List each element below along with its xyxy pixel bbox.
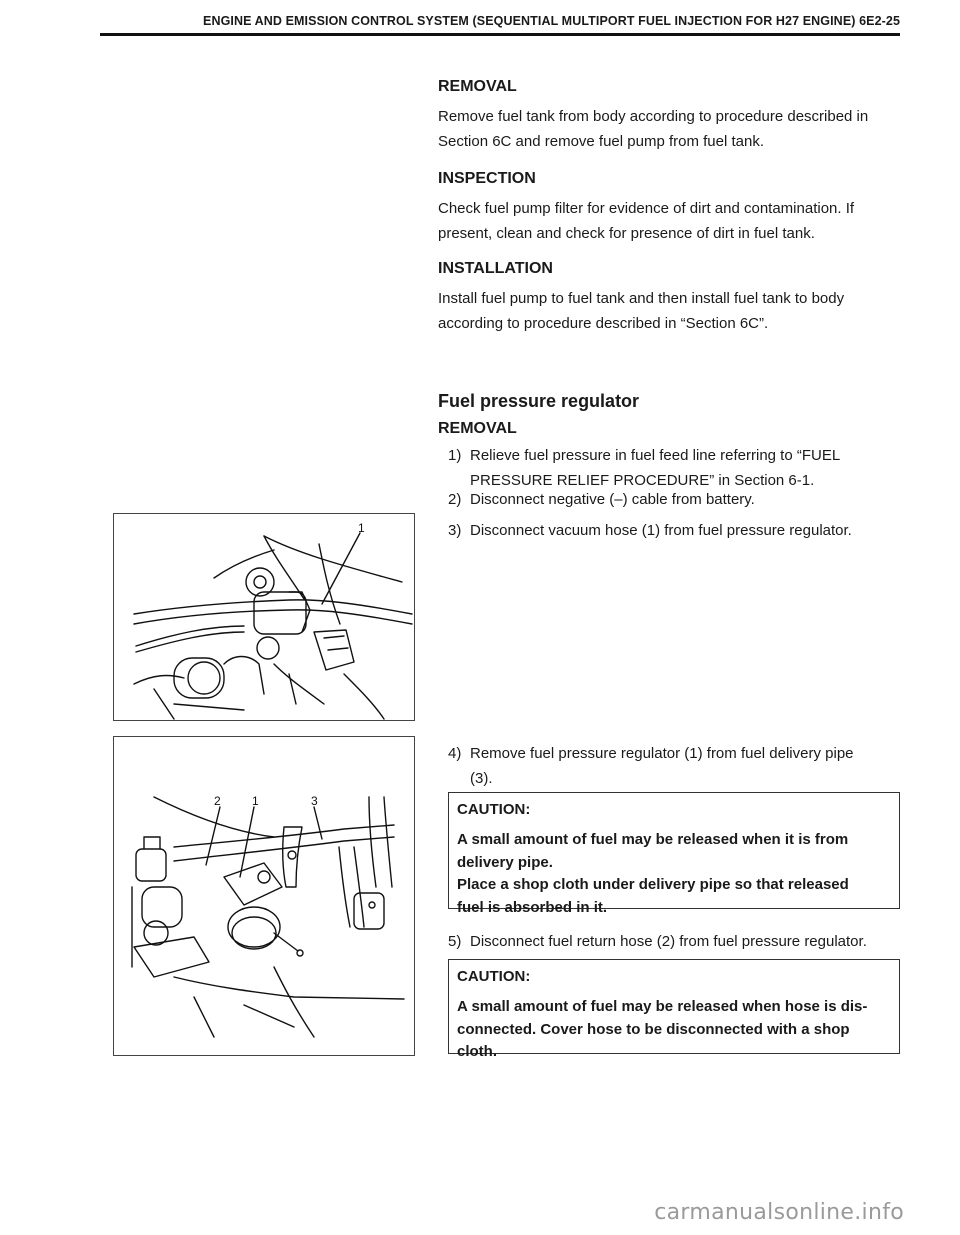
caution-1-line-1: A small amount of fuel may be released when it is from xyxy=(457,831,849,848)
regulator-removal-heading: REMOVAL xyxy=(438,420,517,437)
inspection-heading: INSPECTION xyxy=(438,170,536,187)
caution-2-heading: CAUTION: xyxy=(457,968,531,985)
caution-box-1 xyxy=(448,792,900,916)
caution-2-line-3: cloth. xyxy=(457,1043,497,1060)
step-4-line-1: Remove fuel pressure regulator (1) from fuel delivery pipe xyxy=(470,745,854,762)
step-1-line-1: Relieve fuel pressure in fuel feed line referring to “FUEL xyxy=(470,447,841,464)
step-2 xyxy=(438,487,900,512)
step-3-line-1: Disconnect vacuum hose (1) from fuel pressure regulator. xyxy=(470,522,852,539)
fuel-pump-installation xyxy=(438,260,900,336)
step-number: 5) xyxy=(448,933,462,950)
caution-box-2 xyxy=(448,959,900,1060)
caution-1-heading: CAUTION: xyxy=(457,801,531,818)
figure-regulator-drawing xyxy=(114,737,414,1055)
callout-1: 1 xyxy=(358,521,365,535)
step-4-line-2: (3). xyxy=(470,770,493,787)
fuel-pump-inspection xyxy=(438,170,900,246)
step-1-line-2: PRESSURE RELIEF PROCEDURE” in Section 6-1. xyxy=(470,472,815,489)
caution-2-line-1: A small amount of fuel may be released when hose is dis- xyxy=(457,998,868,1015)
callout-3: 3 xyxy=(311,794,318,808)
regulator-title-block xyxy=(438,391,900,412)
removal-line-2: Section 6C and remove fuel pump from fuel tank. xyxy=(438,133,765,150)
installation-line-1: Install fuel pump to fuel tank and then install fuel tank to body xyxy=(438,290,845,307)
figure-vacuum-hose xyxy=(113,513,415,721)
step-number: 2) xyxy=(448,491,462,508)
regulator-removal-block xyxy=(438,420,900,438)
step-2-line-1: Disconnect negative (–) cable from battery. xyxy=(470,491,755,508)
removal-line-1: Remove fuel tank from body according to procedure described in xyxy=(438,108,869,125)
caution-2-line-2: connected. Cover hose to be disconnected with a shop xyxy=(457,1020,850,1038)
watermark: carmanualsonline.info xyxy=(654,1200,904,1225)
step-3 xyxy=(438,518,900,543)
installation-heading: INSTALLATION xyxy=(438,260,553,277)
step-number: 3) xyxy=(448,522,462,539)
page-header: ENGINE AND EMISSION CONTROL SYSTEM (SEQUENTIAL MULTIPORT FUEL INJECTION FOR H27 ENGINE) 6E2-25 xyxy=(203,14,900,28)
step-4 xyxy=(438,741,900,791)
removal-heading: REMOVAL xyxy=(438,78,517,95)
step-number: 1) xyxy=(448,447,462,464)
caution-1-line-3: Place a shop cloth under delivery pipe so that released xyxy=(457,876,849,893)
regulator-title: Fuel pressure regulator xyxy=(438,391,640,411)
callout-1: 1 xyxy=(252,794,259,808)
step-1 xyxy=(438,443,900,493)
step-5 xyxy=(438,929,900,954)
callout-2: 2 xyxy=(214,794,221,808)
inspection-line-1: Check fuel pump filter for evidence of dirt and contamination. If xyxy=(438,200,855,217)
fuel-pump-removal xyxy=(438,78,900,154)
step-number: 4) xyxy=(448,745,462,762)
inspection-line-2: present, clean and check for presence of dirt in fuel tank. xyxy=(438,225,815,242)
caution-1-line-4: fuel is absorbed in it. xyxy=(457,898,608,916)
step-5-line-1: Disconnect fuel return hose (2) from fuel pressure regulator. xyxy=(470,933,867,950)
installation-line-2: according to procedure described in “Section 6C”. xyxy=(438,315,769,332)
figure-vacuum-hose-drawing xyxy=(114,514,414,720)
figure-regulator xyxy=(113,736,415,1056)
header-rule xyxy=(100,33,900,36)
caution-1-line-2: delivery pipe. xyxy=(457,853,553,871)
